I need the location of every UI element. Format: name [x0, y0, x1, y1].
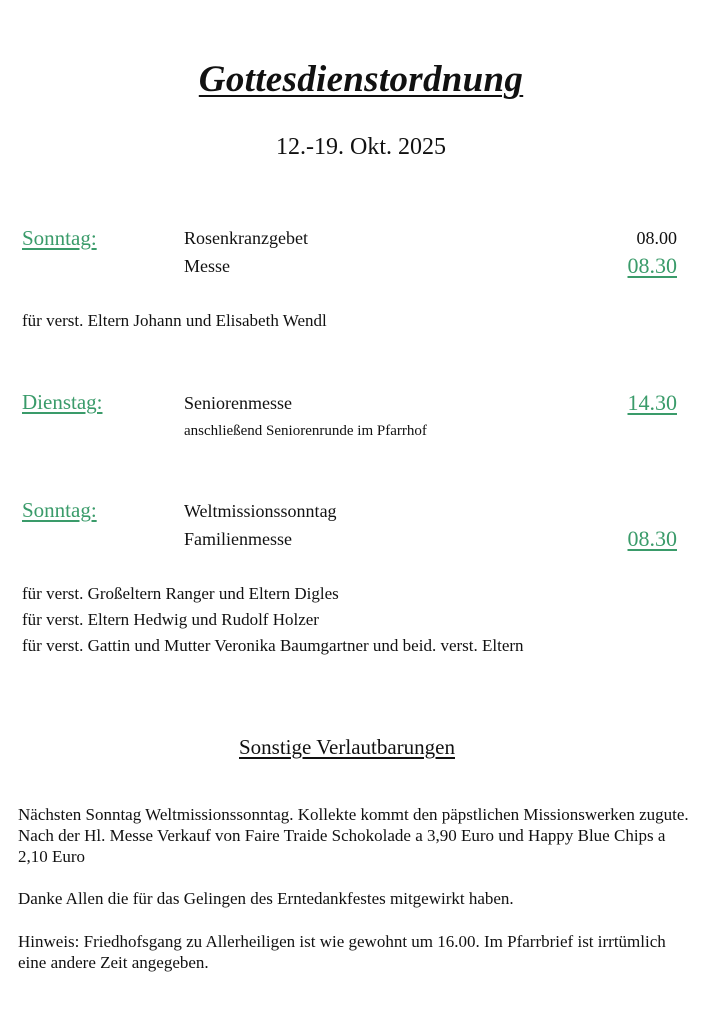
mass-intention: für verst. Großeltern Ranger und Eltern Digles [22, 584, 339, 603]
day-label-sunday-1: Sonntag: [22, 226, 97, 250]
event-seniorenmesse: Seniorenmesse [184, 393, 292, 413]
announcements-heading: Sonstige Verlautbarungen [239, 735, 455, 759]
event-note-seniorenrunde: anschließend Seniorenrunde im Pfarrhof [184, 423, 427, 439]
announcement-paragraph: Danke Allen die für das Gelingen des Erntedankfestes mitgewirkt haben. [18, 889, 514, 908]
event-time-seniorenmesse: 14.30 [627, 390, 677, 415]
event-familienmesse: Familienmesse [184, 529, 292, 549]
event-time-rosenkranzgebet: 08.00 [636, 228, 677, 248]
event-weltmissionssonntag: Weltmissionssonntag [184, 501, 337, 521]
mass-intention: für verst. Eltern Johann und Elisabeth Wendl [22, 311, 327, 330]
day-label-sunday-2: Sonntag: [22, 498, 97, 522]
event-messe: Messe [184, 256, 230, 276]
mass-intention: für verst. Gattin und Mutter Veronika Baumgartner und beid. verst. Eltern [22, 636, 524, 655]
day-label-tuesday: Dienstag: [22, 390, 103, 414]
event-rosenkranzgebet: Rosenkranzgebet [184, 228, 308, 248]
date-range: 12.-19. Okt. 2025 [276, 134, 446, 160]
page-title: Gottesdienstordnung [198, 59, 524, 100]
event-time-familienmesse: 08.30 [627, 526, 677, 551]
event-time-messe: 08.30 [627, 253, 677, 278]
announcement-paragraph: Hinweis: Friedhofsgang zu Allerheiligen ist wie gewohnt um 16.00. Im Pfarrbrief ist irrtümlich eine andere Zeit angegeben. [18, 932, 666, 972]
mass-intention: für verst. Eltern Hedwig und Rudolf Holzer [22, 610, 319, 629]
announcement-paragraph: Nächsten Sonntag Weltmissionssonntag. Kollekte kommt den päpstlichen Missionswerken zugute. Nach der Hl. Messe Verkauf von Faire Traide Schokolade a 3,90 Euro und Happy Blue Chips a 2,10 Euro [18, 805, 689, 866]
